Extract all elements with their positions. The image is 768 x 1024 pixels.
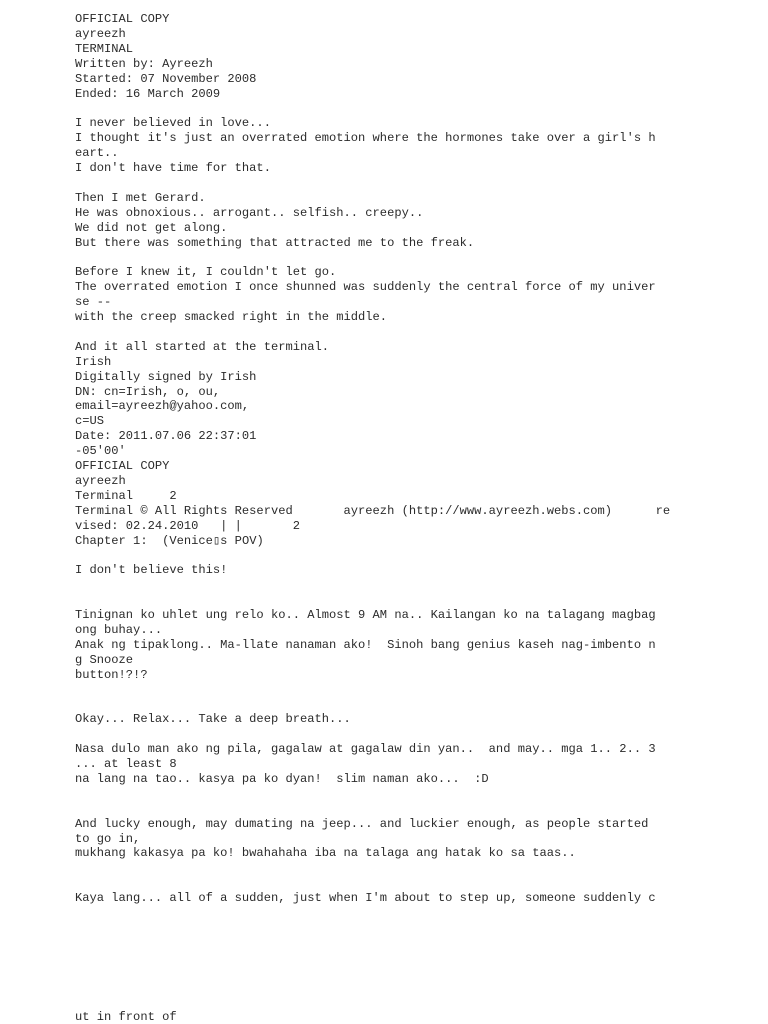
text-line: And it all started at the terminal.	[75, 339, 330, 354]
text-line: Chapter 1: (Venice▯s POV)	[75, 533, 264, 548]
text-line: Terminal © All Rights Reserved ayreezh (http://www.ayreezh.webs.com) re	[75, 503, 671, 518]
text-line: I never believed in love...	[75, 116, 271, 131]
text-line: Digitally signed by Irish	[75, 369, 257, 384]
text-line: Started: 07 November 2008	[75, 71, 257, 86]
text-line: I thought it's just an overrated emotion where the hormones take over a girl's h	[75, 131, 656, 146]
text-line: c=US	[75, 414, 105, 429]
text-line: Nasa dulo man ako ng pila, gagalaw at gagalaw din yan.. and may.. mga 1.. 2.. 3	[75, 742, 656, 757]
text-line: Okay... Relax... Take a deep breath...	[75, 712, 351, 727]
text-line: Date: 2011.07.06 22:37:01	[75, 429, 257, 444]
text-line: -05'00'	[75, 444, 126, 459]
text-line: mukhang kakasya pa ko! bwahahaha iba na talaga ang hatak ko sa taas..	[75, 846, 576, 861]
text-line: Anak ng tipaklong.. Ma-llate nanaman ako! Sinoh bang genius kaseh nag-imbento n	[75, 637, 656, 652]
text-line: Ended: 16 March 2009	[75, 86, 221, 101]
text-line: OFFICIAL COPY	[75, 12, 170, 26]
text-line: Tinignan ko uhlet ung relo ko.. Almost 9 AM na.. Kailangan ko na talagang magbag	[75, 608, 656, 622]
text-line: na lang na tao.. kasya pa ko dyan! slim naman ako... :D	[75, 771, 489, 786]
text-line: Before I knew it, I couldn't let go.	[75, 265, 337, 280]
text-line: Then I met Gerard.	[75, 190, 206, 205]
text-line: I don't believe this!	[75, 563, 228, 578]
text-line: We did not get along.	[75, 220, 228, 235]
text-line: He was obnoxious.. arrogant.. selfish.. creepy..	[75, 205, 424, 220]
text-line: email=ayreezh@yahoo.com,	[75, 399, 250, 414]
text-line: TERMINAL	[75, 41, 134, 56]
text-line: to go in,	[75, 831, 141, 846]
text-line: g Snooze	[75, 652, 134, 667]
text-line: Kaya lang... all of a sudden, just when I'm about to step up, someone suddenly c	[75, 891, 656, 906]
text-line: ut in front of	[75, 1010, 177, 1024]
text-line: The overrated emotion I once shunned was suddenly the central force of my univer	[75, 280, 656, 295]
text-line: And lucky enough, may dumating na jeep... and luckier enough, as people started	[75, 816, 649, 831]
text-line: Terminal 2	[75, 488, 177, 503]
text-line: OFFICIAL COPY	[75, 459, 170, 473]
text-line: se --	[75, 295, 112, 310]
text-line: Irish	[75, 354, 112, 369]
text-line: Written by: Ayreezh	[75, 56, 213, 71]
text-line: But there was something that attracted me to the freak.	[75, 235, 475, 250]
text-line: ong buhay...	[75, 622, 163, 637]
text-line: eart..	[75, 146, 119, 161]
text-line: I don't have time for that.	[75, 161, 271, 175]
text-line: ayreezh	[75, 26, 126, 41]
text-line: button!?!?	[75, 667, 148, 682]
text-line: vised: 02.24.2010 | | 2	[75, 518, 300, 533]
text-line: with the creep smacked right in the middle.	[75, 310, 388, 324]
text-line: ayreezh	[75, 473, 126, 488]
text-line: ... at least 8	[75, 757, 177, 771]
text-line: DN: cn=Irish, o, ou,	[75, 384, 221, 399]
